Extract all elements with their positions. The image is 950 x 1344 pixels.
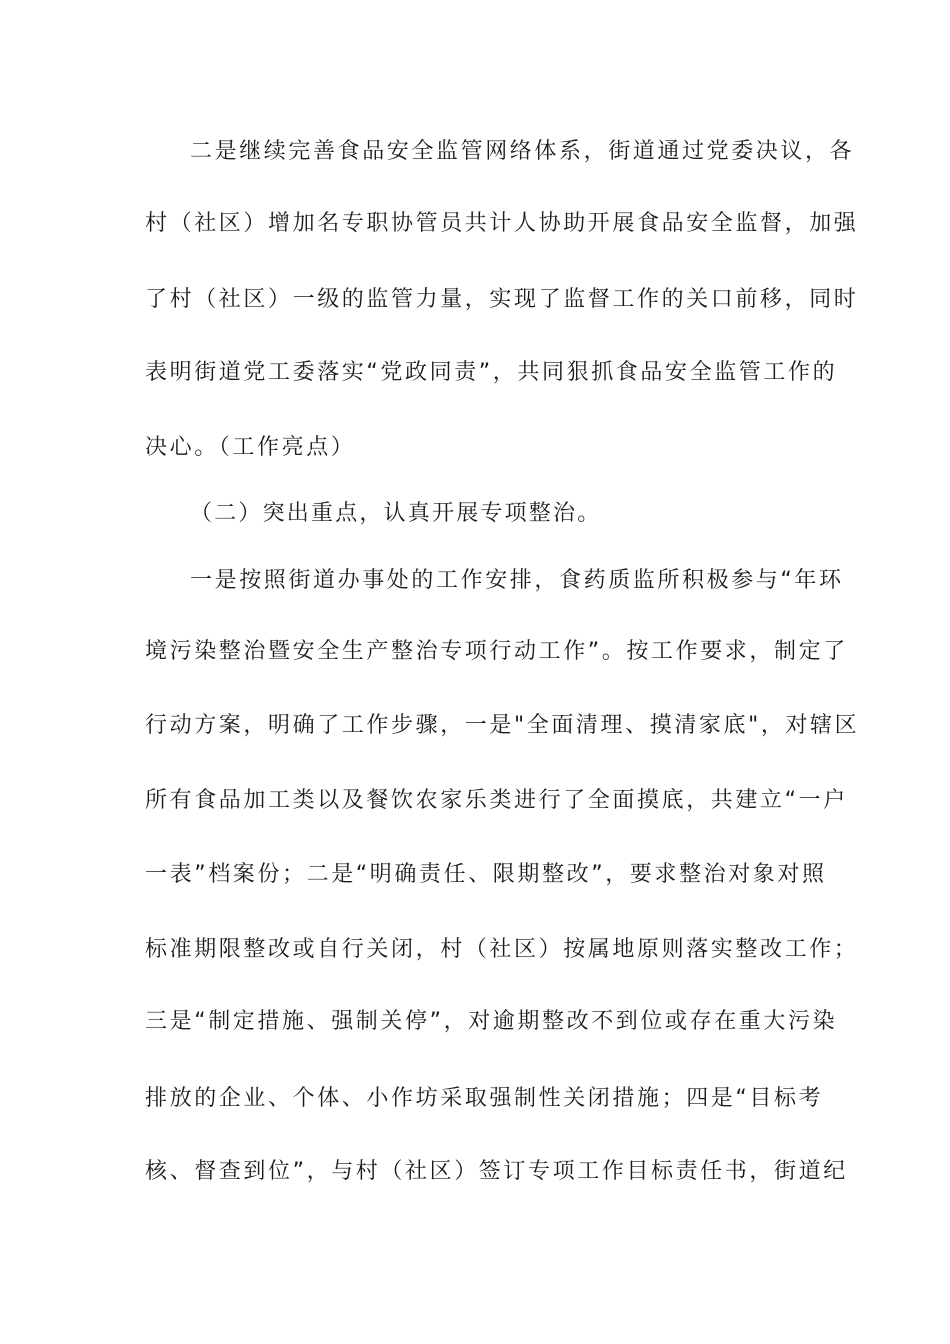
section-heading: （二）突出重点，认真开展专项整治。	[190, 501, 602, 526]
paragraph-line: 一是按照街道办事处的工作安排，食药质监所积极参与“年环	[190, 568, 844, 593]
paragraph-line: 标准期限整改或自行关闭，村（社区）按属地原则落实整改工作；	[145, 937, 859, 962]
paragraph-line: 决心。（工作亮点）	[145, 435, 356, 460]
paragraph-line: 二是继续完善食品安全监管网络体系，街道通过党委决议，各	[190, 139, 855, 164]
paragraph-line: 表明街道党工委落实“党政同责”，共同狠抓食品安全监管工作的	[145, 360, 838, 385]
paragraph-line: 所有食品加工类以及餐饮农家乐类进行了全面摸底，共建立“一户	[145, 788, 848, 813]
paragraph-line: 境污染整治暨安全生产整治专项行动工作”。按工作要求，制定了	[145, 639, 848, 664]
paragraph-line: 排放的企业、个体、小作坊采取强制性关闭措施；四是“目标考	[145, 1086, 824, 1111]
paragraph-line: 核、督查到位”，与村（社区）签订专项工作目标责任书，街道纪	[145, 1159, 848, 1184]
paragraph-line: 三是“制定措施、强制关停”，对逾期整改不到位或存在重大污染	[145, 1009, 838, 1034]
paragraph-line: 一表”档案份；二是“明确责任、限期整改”，要求整治对象对照	[145, 862, 827, 887]
paragraph-line: 了村（社区）一级的监管力量，实现了监督工作的关口前移，同时	[145, 287, 859, 312]
paragraph-line: 村（社区）增加名专职协管员共计人协助开展食品安全监督，加强	[145, 211, 859, 236]
paragraph-line: 行动方案，明确了工作步骤，一是"全面清理、摸清家底"，对辖区	[145, 713, 860, 738]
